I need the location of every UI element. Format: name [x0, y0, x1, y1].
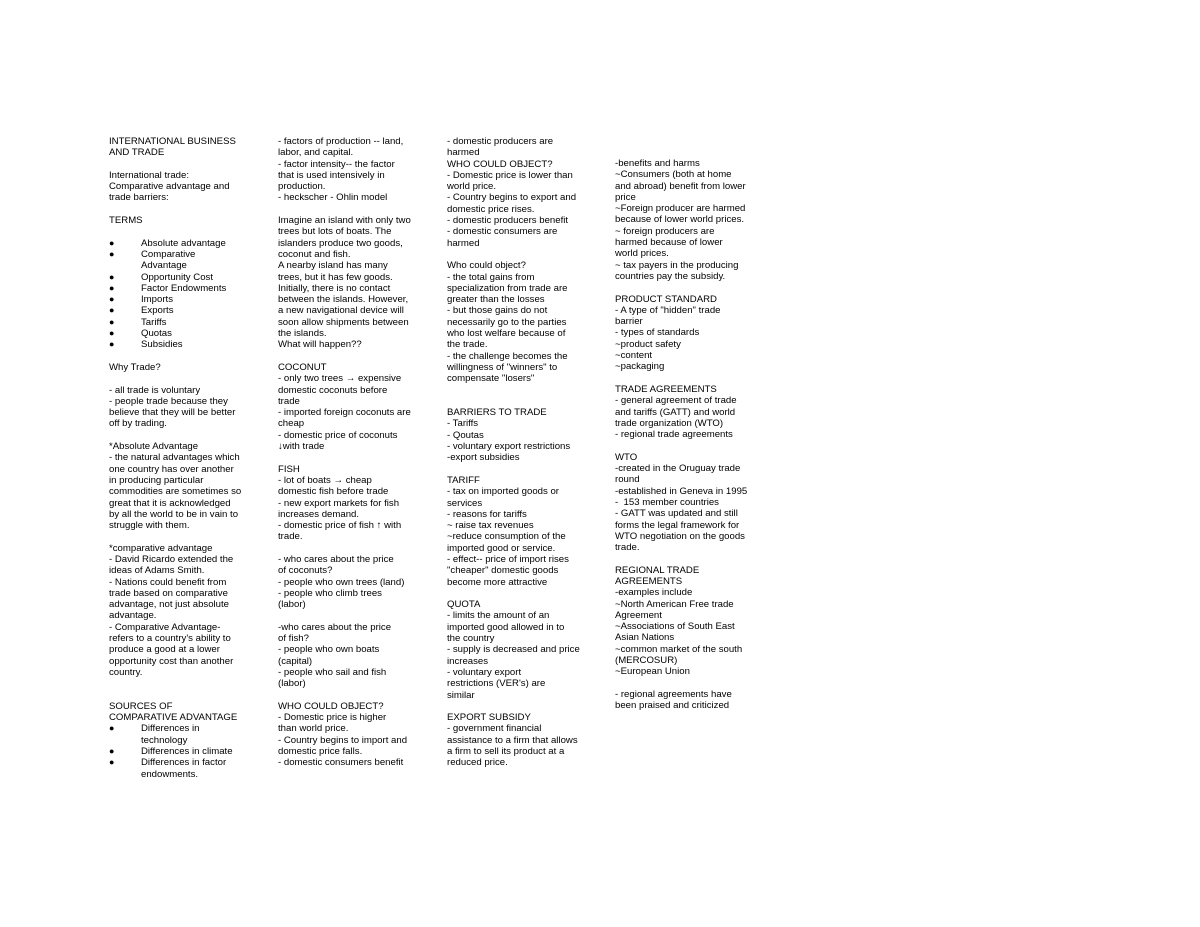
bullet-item	[109, 723, 257, 746]
text-block: - who cares about the price of coconuts? - people who own trees (land) - people who climb trees (labor)	[278, 553, 405, 611]
text-block: - all trade is voluntary - people trade because they believe that they will be better off by trading.	[109, 384, 236, 430]
text-block: WHO COULD OBJECT? - Domestic price is higher than world price. - Country begins to import and domestic price falls. - domestic consumers benefit	[278, 700, 408, 769]
text-block: Who could object? - the total gains from specialization from trade are greater than the losses - but those gains do not necessarily go to the parties who lost welfare because of the trade. - the challenge becomes the willingness of "winners" to compensate "losers"	[447, 260, 568, 385]
bullet-text: Absolute advantage	[141, 237, 226, 249]
bullet-icon: ●	[109, 339, 115, 350]
text-block: TARIFF - tax on imported goods or services - reasons for tariffs ~ raise tax revenues ~reduce consumption of the imported good or service. - effect-- price of import rises "cheaper" domestic goods become more attractive	[447, 474, 569, 588]
bullet-item	[109, 272, 257, 283]
bullet-icon: ●	[109, 305, 115, 316]
text-block: REGIONAL TRADE AGREEMENTS -examples include ~North American Free trade Agreement ~Associations of South East Asian Nations ~common market of the south (MERCOSUR) ~European Union	[615, 564, 743, 678]
bullet-text: Differences in technology	[141, 723, 200, 746]
bullet-icon: ●	[109, 723, 115, 734]
text-block: TERMS	[109, 215, 143, 227]
spacer	[447, 464, 592, 475]
bullet-item	[109, 305, 257, 316]
bullet-text: Subsidies	[141, 339, 183, 351]
spacer	[278, 204, 423, 215]
text-block: BARRIERS TO TRADE - Tariffs - Qoutas - voluntary export restrictions -export subsidies	[447, 407, 571, 464]
bullet-text: Factor Endowments	[141, 282, 227, 294]
bullet-icon: ●	[109, 316, 115, 327]
spacer	[615, 678, 760, 689]
bullet-text: Exports	[141, 305, 174, 317]
spacer	[278, 452, 423, 463]
bullet-item	[109, 328, 257, 339]
text-block: - factors of production -- land, labor, and capital. - factor intensity-- the factor that is used intensively in production. - heckscher - Ohlin model	[278, 136, 404, 204]
bullet-item	[109, 294, 257, 305]
spacer	[109, 373, 257, 384]
bullet-item	[109, 339, 257, 350]
spacer	[109, 204, 257, 215]
text-block: EXPORT SUBSIDY - government financial assistance to a firm that allows a firm to sell its product at a reduced price.	[447, 712, 578, 769]
spacer	[615, 440, 760, 451]
text-block: QUOTA - limits the amount of an imported good allowed in to the country - supply is decreased and price increases - voluntary export restrictions (VER's) are similar	[447, 599, 580, 701]
bullet-text: Differences in factor endowments.	[141, 757, 227, 780]
column-3	[447, 136, 592, 769]
text-block: *comparative advantage - David Ricardo extended the ideas of Adams Smith. - Nations could benefit from trade based on comparative advantage, not just absolute advantage. - Comparative Advantage- refers to a country's ability to produce a good at a lower opportunity cost than another country.	[109, 542, 234, 678]
bullet-item	[109, 249, 257, 272]
text-block: WTO -created in the Oruguay trade round -established in Geneva in 1995 - 153 member countries - GATT was updated and still forms the legal framework for WTO negotiation on the goods trade.	[615, 451, 748, 554]
bullet-text: Opportunity Cost	[141, 271, 213, 283]
text-block: FISH - lot of boats → cheap domestic fish before trade - new export markets for fish increases demand. - domestic price of fish ↑ with trade.	[278, 463, 402, 543]
spacer	[109, 678, 257, 689]
column-1	[109, 136, 257, 780]
bullet-text: Comparative Advantage	[141, 248, 196, 272]
bullet-icon: ●	[109, 757, 115, 768]
text-block: COCONUT - only two trees → expensive domestic coconuts before trade - imported foreign coconuts are cheap - domestic price of coconuts ↓with trade	[278, 361, 411, 453]
bullet-item	[109, 317, 257, 328]
bullet-icon: ●	[109, 294, 115, 305]
bullet-icon: ●	[109, 248, 115, 259]
spacer	[447, 385, 592, 396]
bullet-text: Quotas	[141, 328, 172, 340]
spacer	[615, 282, 760, 293]
spacer	[109, 159, 257, 170]
bullet-item	[109, 238, 257, 249]
text-block: *Absolute Advantage - the natural advantages which one country has over another in producing particular commodities are sometimes so great that it is acknowledged by all the world to be in vain to struggle with them.	[109, 441, 242, 532]
bullet-icon: ●	[109, 328, 115, 339]
text-block: - regional agreements have been praised and criticized	[615, 688, 732, 712]
bullet-item	[109, 283, 257, 294]
spacer	[615, 373, 760, 384]
spacer	[109, 430, 257, 441]
spacer	[109, 531, 257, 542]
text-block: TRADE AGREEMENTS - general agreement of trade and tariffs (GATT) and world trade organization (WTO) - regional trade agreements	[615, 383, 737, 441]
bullet-icon: ●	[109, 282, 115, 293]
text-block: -who cares about the price of fish? - people who own boats (capital) - people who sail and fish (labor)	[278, 621, 392, 690]
text-block: INTERNATIONAL BUSINESS AND TRADE	[109, 136, 236, 159]
bullet-text: Tariffs	[141, 316, 167, 328]
text-block: Why Trade?	[109, 361, 161, 373]
bullet-text: Differences in climate	[141, 746, 233, 758]
text-block: Imagine an island with only two trees but lots of boats. The islanders produce two goods, coconut and fish. A nearby island has many trees, but it has few goods. Initially, there is no contact between the islands. However, a new navigational device will soon allow shipments between the islands. What will happen??	[278, 215, 411, 351]
bullet-icon: ●	[109, 746, 115, 757]
spacer	[447, 249, 592, 260]
bullet-item	[109, 746, 257, 757]
text-block: -benefits and harms ~Consumers (both at home and abroad) benefit from lower price ~Foreign producer are harmed because of lower world prices. ~ foreign producers are harmed because of lower world prices. ~ tax payers in the producing countries pay the subsidy.	[615, 158, 746, 282]
spacer	[447, 396, 592, 407]
spacer	[447, 588, 592, 599]
spacer	[109, 226, 257, 237]
bullet-icon: ●	[109, 237, 115, 248]
spacer	[447, 701, 592, 712]
text-block: PRODUCT STANDARD - A type of "hidden" trade barrier - types of standards ~product safety ~content ~packaging	[615, 293, 721, 373]
spacer	[615, 553, 760, 564]
text-block: SOURCES OF COMPARATIVE ADVANTAGE	[109, 700, 238, 724]
bullet-item	[109, 757, 257, 780]
text-block: International trade: Comparative advantage and trade barriers:	[109, 169, 230, 204]
spacer	[109, 690, 257, 701]
bullet-icon: ●	[109, 271, 115, 282]
spacer	[278, 543, 423, 554]
spacer	[278, 351, 423, 362]
column-4	[615, 158, 760, 712]
column-2	[278, 136, 423, 769]
spacer	[109, 351, 257, 362]
spacer	[278, 690, 423, 701]
bullet-text: Imports	[141, 294, 173, 306]
text-block: - domestic producers are harmed WHO COULD OBJECT? - Domestic price is lower than world price. - Country begins to export and domestic price rises. - domestic producers benefit - domestic consumers are harmed	[447, 136, 577, 249]
spacer	[278, 610, 423, 621]
